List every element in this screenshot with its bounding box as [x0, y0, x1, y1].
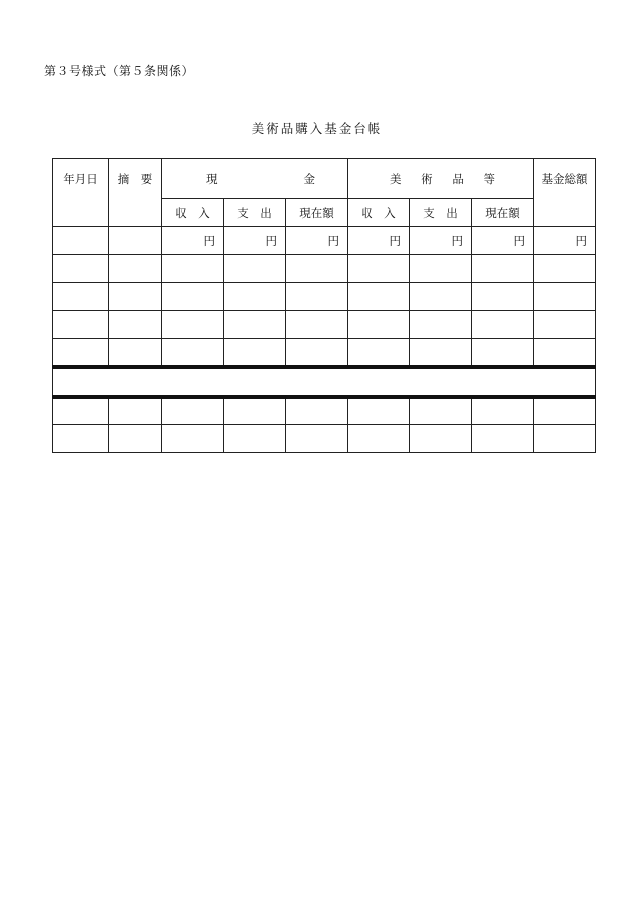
unit-label: 円 [162, 227, 224, 255]
cell[interactable] [53, 339, 109, 367]
cell[interactable] [53, 255, 109, 283]
cell[interactable] [53, 397, 109, 425]
cell[interactable] [162, 255, 224, 283]
unit-label: 円 [348, 227, 410, 255]
unit-label: 円 [534, 227, 596, 255]
unit-row [53, 227, 596, 255]
omission-break [53, 367, 596, 397]
header-summary: 摘 要 [109, 159, 162, 227]
header-art-balance: 現在額 [472, 199, 534, 227]
cell[interactable] [53, 425, 109, 453]
cell[interactable] [472, 311, 534, 339]
cell[interactable] [286, 425, 348, 453]
cell[interactable] [534, 339, 596, 367]
cell[interactable] [224, 339, 286, 367]
cell[interactable] [348, 397, 410, 425]
form-number: 第３号様式（第５条関係） [44, 64, 195, 78]
cell[interactable] [286, 311, 348, 339]
header-cash-char-1: 現 [206, 171, 218, 186]
break-lines [53, 367, 596, 397]
cell[interactable] [162, 283, 224, 311]
cell[interactable] [224, 311, 286, 339]
unit-label: 円 [410, 227, 472, 255]
document-title: 美術品購入基金台帳 [251, 121, 383, 136]
cell[interactable] [472, 255, 534, 283]
cell[interactable] [109, 283, 162, 311]
cell[interactable] [53, 283, 109, 311]
cell[interactable] [162, 311, 224, 339]
cell[interactable] [410, 425, 472, 453]
cell[interactable] [534, 255, 596, 283]
table-row [53, 255, 596, 283]
header-art-char-4: 等 [483, 171, 495, 186]
cell[interactable] [224, 425, 286, 453]
cell[interactable] [224, 397, 286, 425]
cell[interactable] [472, 397, 534, 425]
cell[interactable] [348, 283, 410, 311]
header-fund-total: 基金総額 [534, 159, 596, 227]
cell[interactable] [534, 311, 596, 339]
cell[interactable] [53, 227, 109, 255]
cell[interactable] [224, 283, 286, 311]
cell[interactable] [109, 227, 162, 255]
header-cash-income: 収 入 [162, 199, 224, 227]
cell[interactable] [109, 425, 162, 453]
cell[interactable] [286, 283, 348, 311]
cell[interactable] [472, 425, 534, 453]
unit-label: 円 [472, 227, 534, 255]
cell[interactable] [410, 397, 472, 425]
cell[interactable] [410, 283, 472, 311]
cell[interactable] [534, 397, 596, 425]
header-art-char-3: 品 [452, 171, 464, 186]
table-row [53, 311, 596, 339]
header-date: 年月日 [53, 159, 109, 227]
cell[interactable] [410, 255, 472, 283]
header-cash-char-2: 金 [303, 171, 315, 186]
cell[interactable] [286, 255, 348, 283]
header-row-1 [53, 159, 596, 199]
header-art-char-1: 美 [390, 171, 402, 186]
cell[interactable] [410, 339, 472, 367]
cell[interactable] [162, 397, 224, 425]
cell[interactable] [534, 283, 596, 311]
header-cash-balance: 現在額 [286, 199, 348, 227]
cell[interactable] [224, 255, 286, 283]
cell[interactable] [109, 255, 162, 283]
table-row [53, 339, 596, 367]
header-cash [162, 159, 348, 199]
header-art [348, 159, 534, 199]
cell[interactable] [472, 283, 534, 311]
cell[interactable] [348, 311, 410, 339]
cell[interactable] [286, 397, 348, 425]
cell[interactable] [109, 339, 162, 367]
cell[interactable] [162, 425, 224, 453]
header-art-expense: 支 出 [410, 199, 472, 227]
cell[interactable] [534, 425, 596, 453]
cell[interactable] [109, 397, 162, 425]
cell[interactable] [286, 339, 348, 367]
cell[interactable] [348, 425, 410, 453]
unit-label: 円 [286, 227, 348, 255]
cell[interactable] [348, 255, 410, 283]
cell[interactable] [410, 311, 472, 339]
ledger-table [52, 158, 596, 453]
cell[interactable] [472, 339, 534, 367]
cell[interactable] [53, 311, 109, 339]
table-row [53, 397, 596, 425]
header-cash-expense: 支 出 [224, 199, 286, 227]
table-row [53, 425, 596, 453]
cell[interactable] [109, 311, 162, 339]
header-art-char-2: 術 [421, 171, 433, 186]
header-art-income: 収 入 [348, 199, 410, 227]
cell[interactable] [348, 339, 410, 367]
cell[interactable] [162, 339, 224, 367]
unit-label: 円 [224, 227, 286, 255]
table-row [53, 283, 596, 311]
